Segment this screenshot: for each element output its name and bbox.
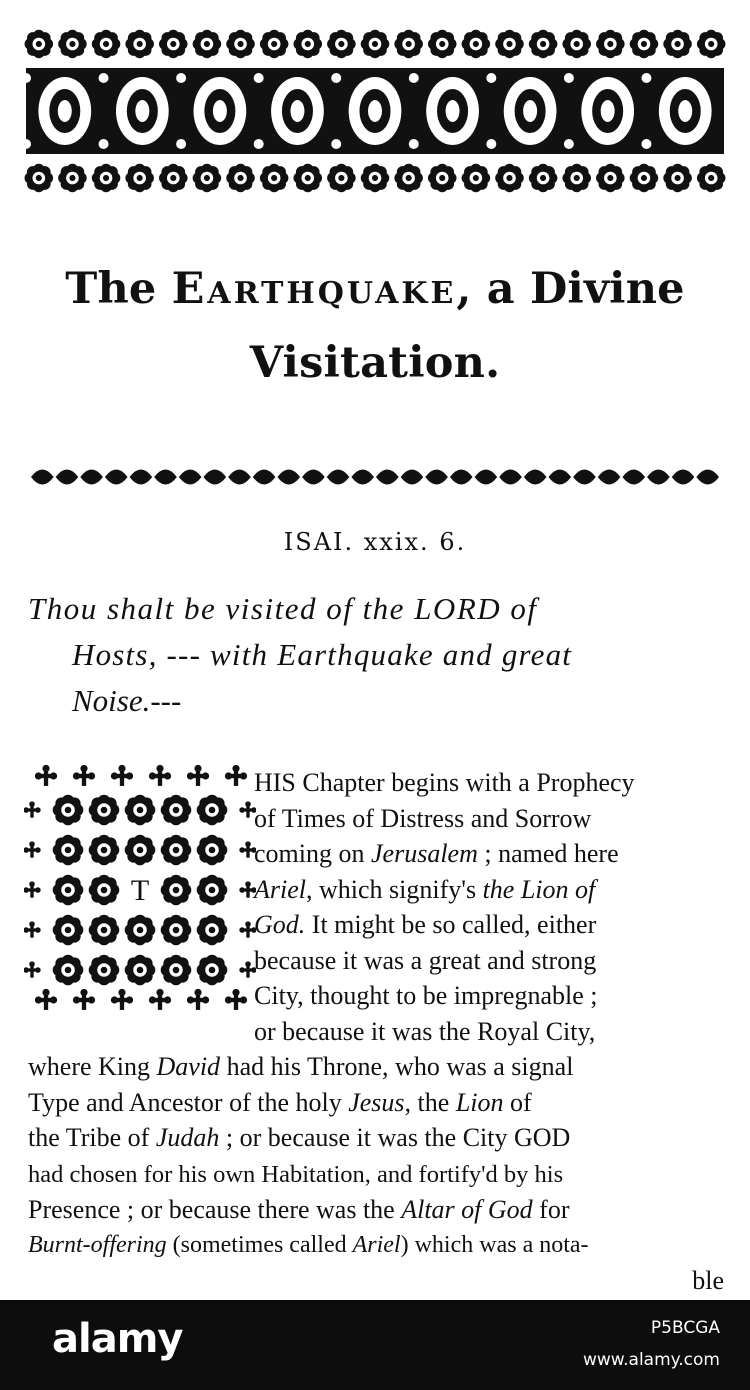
rosette-ornament bbox=[697, 30, 726, 59]
title-caps-word: Earthquake bbox=[171, 264, 457, 314]
text-run: had chosen for his own Habitation, and fortify'd by his bbox=[28, 1160, 564, 1188]
rule-ornament bbox=[622, 470, 645, 485]
rule-ornament bbox=[548, 470, 571, 485]
rule-ornament bbox=[105, 470, 128, 485]
watermark-url: www.alamy.com bbox=[582, 1350, 720, 1370]
text-run-italic: Burnt-offering bbox=[28, 1231, 167, 1258]
title-part2: , a Divine bbox=[456, 264, 685, 314]
text-run-italic: Jesus, bbox=[348, 1087, 412, 1117]
rosette-ornament bbox=[327, 30, 356, 59]
drop-cap-letter: T bbox=[130, 874, 150, 907]
title-line2: Visitation. bbox=[249, 338, 501, 388]
body-line bbox=[28, 872, 724, 908]
rosette-ornament bbox=[529, 30, 558, 59]
rosette-ornament bbox=[663, 30, 692, 59]
rosette-ornament bbox=[428, 30, 457, 59]
rosette-ornament bbox=[428, 164, 457, 193]
rosette-ornament bbox=[193, 30, 222, 59]
epigraph-quote bbox=[28, 586, 728, 724]
text-run: or because it was the Royal City, bbox=[254, 1016, 596, 1046]
rule-ornament bbox=[277, 470, 300, 485]
rosette-ornament bbox=[159, 30, 188, 59]
text-run: for bbox=[532, 1195, 570, 1224]
text-run: coming on bbox=[254, 839, 371, 868]
text-run: City, thought to be impregnable ; bbox=[254, 981, 598, 1010]
body-line bbox=[28, 1014, 724, 1050]
rule-ornament bbox=[31, 470, 54, 485]
rule-ornament bbox=[573, 470, 596, 485]
rule-ornament bbox=[475, 470, 498, 485]
rosette-ornament bbox=[260, 164, 289, 193]
body-line bbox=[28, 943, 724, 979]
ornamental-headpiece bbox=[22, 26, 728, 196]
text-run: ) which was a nota- bbox=[400, 1231, 589, 1258]
body-line bbox=[28, 978, 724, 1014]
rosette-ornament bbox=[630, 30, 659, 59]
rule-ornament bbox=[56, 470, 79, 485]
rule-ornament bbox=[499, 470, 522, 485]
rosette-ornament bbox=[495, 30, 524, 59]
text-run: It might be so called, either bbox=[305, 910, 597, 939]
rule-ornament bbox=[672, 470, 695, 485]
rosette-ornament bbox=[529, 164, 558, 193]
epigraph-line-3: Noise.--- bbox=[72, 683, 182, 718]
text-run: the bbox=[411, 1087, 456, 1117]
epigraph-line-2: Hosts, --- with Earthquake and great bbox=[72, 637, 573, 672]
text-run-italic: God. bbox=[254, 910, 306, 939]
rosette-ornament bbox=[596, 164, 625, 193]
rosette-ornament bbox=[630, 164, 659, 193]
text-run-italic: Judah bbox=[155, 1123, 220, 1152]
rosette-ornament bbox=[596, 30, 625, 59]
rosette-ornament bbox=[361, 30, 390, 59]
rosette-ornament bbox=[293, 30, 322, 59]
rule-ornament bbox=[302, 470, 325, 485]
body-line bbox=[28, 1263, 724, 1299]
rosette-ornament bbox=[394, 30, 423, 59]
text-run: (sometimes called bbox=[166, 1231, 353, 1258]
body-line bbox=[28, 1049, 724, 1085]
text-run-italic: Lion bbox=[455, 1087, 504, 1117]
text-run: of Times of Distress and Sorrow bbox=[254, 803, 592, 833]
text-run-italic: Jerusalem bbox=[371, 839, 478, 868]
rule-ornament bbox=[401, 470, 424, 485]
rosette-ornament bbox=[226, 164, 255, 193]
rosette-ornament bbox=[159, 164, 188, 193]
text-run: the Tribe of bbox=[28, 1123, 156, 1152]
body-line bbox=[28, 1192, 724, 1228]
rule-ornament bbox=[351, 470, 374, 485]
rule-ornament bbox=[327, 470, 350, 485]
watermark-logo: alamy bbox=[52, 1316, 183, 1362]
rosette-ornament bbox=[125, 164, 154, 193]
text-run: because it was a great and strong bbox=[254, 945, 597, 975]
rosette-ornament bbox=[58, 164, 87, 193]
body-line bbox=[28, 1120, 724, 1156]
rosette-ornament bbox=[495, 164, 524, 193]
rosette-ornament bbox=[293, 164, 322, 193]
scripture-reference: ISAI. xxix. 6. bbox=[283, 528, 467, 556]
rule-ornament bbox=[253, 470, 276, 485]
page-title bbox=[20, 252, 730, 400]
rosette-ornament bbox=[25, 164, 54, 193]
rosette-ornament bbox=[193, 164, 222, 193]
rosette-ornament bbox=[92, 30, 121, 59]
rule-ornament bbox=[647, 470, 670, 485]
text-run: , which signify's bbox=[306, 874, 483, 904]
text-run: had his Throne, who was a signal bbox=[220, 1052, 574, 1081]
rule-ornament bbox=[80, 470, 103, 485]
rule-ornament bbox=[425, 470, 448, 485]
rule-ornament bbox=[179, 470, 202, 485]
rule-ornament bbox=[696, 470, 719, 485]
rosette-ornament bbox=[394, 164, 423, 193]
rosette-ornament bbox=[562, 30, 591, 59]
body-text bbox=[28, 765, 724, 1299]
text-run-italic: the Lion of bbox=[482, 874, 596, 904]
rule-ornament bbox=[376, 470, 399, 485]
rosette-ornament bbox=[260, 30, 289, 59]
text-run: HIS Chapter begins with a Prophecy bbox=[254, 768, 635, 797]
rosette-ornament bbox=[562, 164, 591, 193]
text-run-italic: Ariel bbox=[254, 874, 306, 904]
text-run: of bbox=[503, 1087, 532, 1117]
epigraph-line-1: Thou shalt be visited of the LORD of bbox=[28, 591, 538, 626]
rosette-ornament bbox=[663, 164, 692, 193]
rule-ornament bbox=[203, 470, 226, 485]
title-part1: The bbox=[65, 264, 172, 314]
rosette-ornament bbox=[462, 164, 491, 193]
rosette-ornament bbox=[361, 164, 390, 193]
rule-ornament bbox=[598, 470, 621, 485]
text-run-italic: Ariel bbox=[352, 1231, 401, 1258]
watermark-image-id: P5BCGA bbox=[650, 1318, 720, 1338]
text-run: Type and Ancestor of the holy bbox=[28, 1087, 349, 1117]
body-line bbox=[28, 1228, 724, 1264]
body-line bbox=[28, 1085, 724, 1121]
rule-ornament bbox=[524, 470, 547, 485]
ornamental-rule bbox=[30, 460, 720, 494]
text-run: ble bbox=[692, 1266, 724, 1295]
body-line bbox=[28, 801, 724, 837]
rosette-ornament bbox=[125, 30, 154, 59]
text-run: where King bbox=[28, 1052, 157, 1081]
body-line bbox=[28, 1156, 724, 1193]
body-line bbox=[28, 836, 724, 872]
rosette-ornament bbox=[226, 30, 255, 59]
rosette-ornament bbox=[25, 30, 54, 59]
rule-ornament bbox=[130, 470, 153, 485]
text-run: ; or because it was the City GOD bbox=[219, 1123, 571, 1152]
body-line bbox=[28, 765, 724, 801]
rosette-ornament bbox=[92, 164, 121, 193]
body-line bbox=[28, 907, 724, 943]
text-run: Presence ; or because there was the bbox=[28, 1195, 402, 1224]
rosette-ornament bbox=[697, 164, 726, 193]
text-run-italic: David bbox=[156, 1052, 221, 1081]
rule-ornament bbox=[450, 470, 473, 485]
text-run-italic: Altar of God bbox=[401, 1195, 533, 1224]
rosette-ornament bbox=[58, 30, 87, 59]
rosette-ornament bbox=[327, 164, 356, 193]
rosette-ornament bbox=[462, 30, 491, 59]
rule-ornament bbox=[228, 470, 251, 485]
rule-ornament bbox=[154, 470, 177, 485]
text-run: ; named here bbox=[477, 839, 619, 868]
